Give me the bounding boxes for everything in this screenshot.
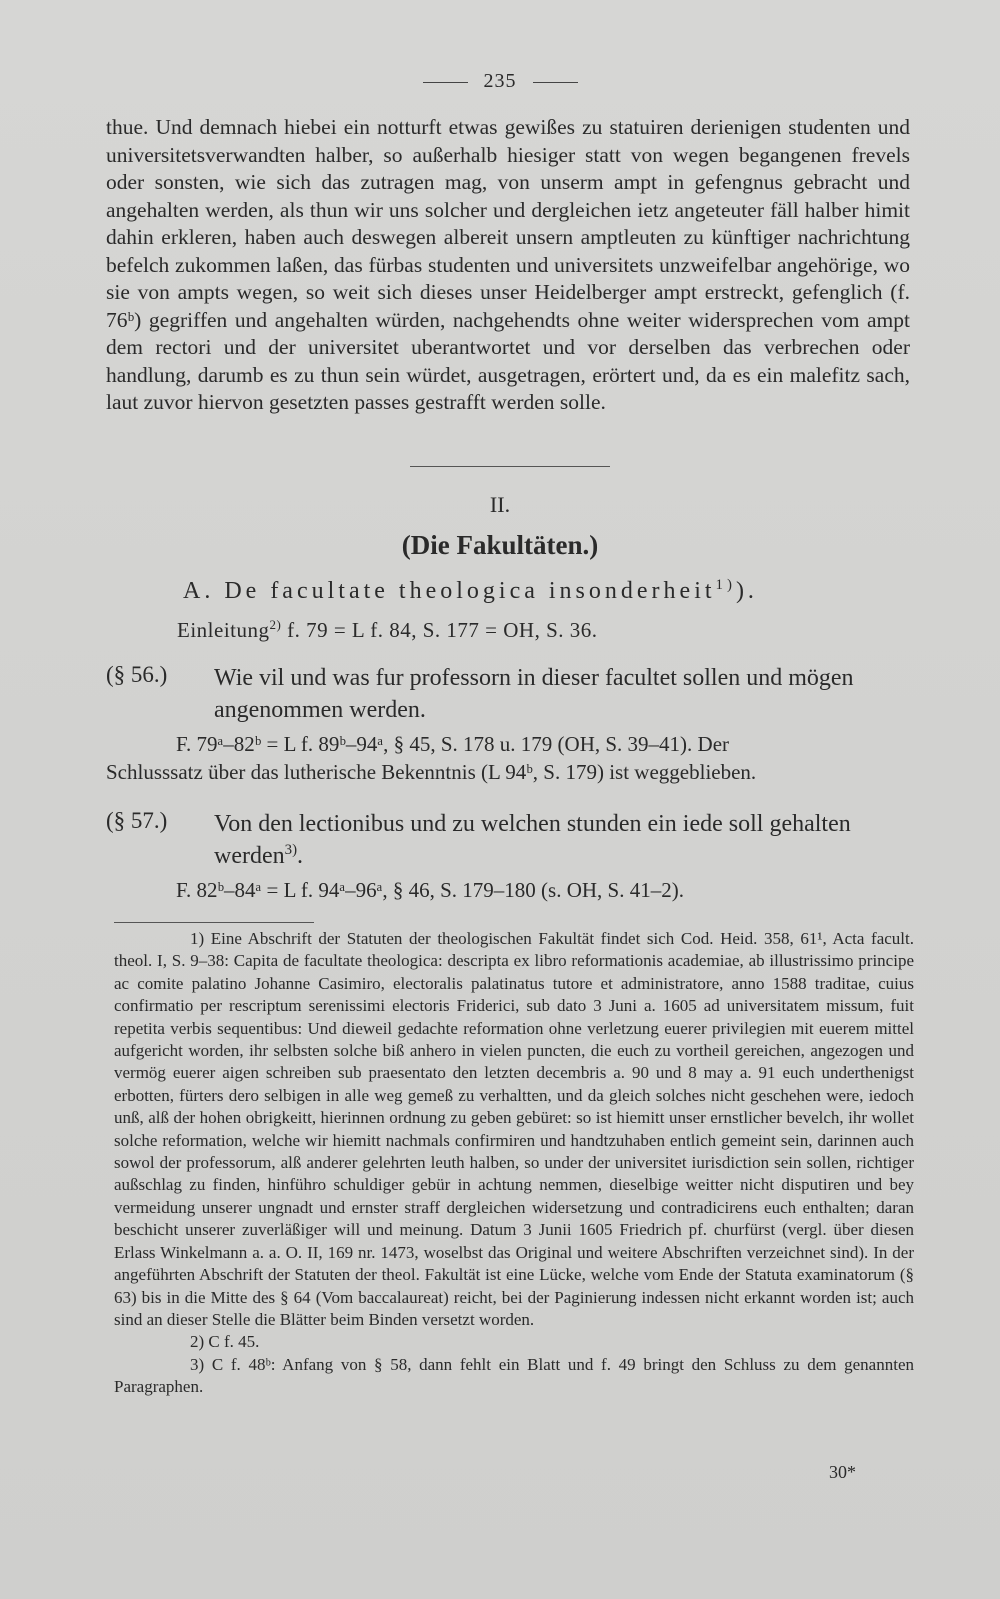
page-number [0,70,1000,93]
footnote-rule [114,922,314,923]
signature-mark: 30* [829,1462,856,1482]
section-number: II. [489,492,511,517]
footnote-2: 2) C f. 45. [190,1332,260,1352]
paragraph-heading: Wie vil und was fur professorn in dieser facultet sollen und mögen angenommen werden. [214,665,854,723]
footnote-1: 1) Eine Abschrift der Statuten der theologischen Fakultät findet sich Cod. Heid. 358, 61¹, Acta facult. theol. I, S. 9–38: Capita de facultate theologica: descripta ex libro reformationis academiae, ab illustrissimo principe ac comite palatino Johanne Casimiro, electoralis palatinatus tutore et administratore, anno 1588 traditae, cuius confirmatio per rescriptum serenissimi electoris Friderici, sub dato 3 Juni a. 1605 ad universitatem missum, fuit repetita verbis sequentibus: Und dieweil gedachte reformation ohne verletzung euerer privilegien mit euerem mittel aufgericht worden, ihr selbsten solche biß anhero in vielen puncten, die euch zu vortheil gereichen, angezogen und vermög euerer aigen schreiben sub praesentato den letzten decembris a. 90 und 8 may a. 91 euch underthenigst erbotten, fürters dero selbigen in alle weg gemeß zu verhaltten, und da gleich solches nicht geschehen were, iedoch unß, alß der hohen obrigkeitt, hierinnen ordnung zu geben gebüret: so ist hiemitt unser ernstlicher bevelch, ihr wollet solche reformation, welche wir hiemitt nachmals confirmiren und handtzuhaben entlich gemeint sein, darinnen auch sowol der professorum, alß anderer gelehrten leuth halben, so under der universitet iurisdiction sein sollen, richtiger außschlag zu finden, hinführo schuldiger gebür in achtung nemmen, dieselbige weitter nicht disputiren und bey vermeidung unserer ungnadt und ernster straff dergleichen widersetzung und contradicirens euch enthalten; daran beschicht unserer zuverläßiger will und meinung. Datum 3 Junii 1605 Friedrich pf. churfürst (vergl. über diesen Erlass Winkelmann a. a. O. II, 169 nr. 1473, woselbst das Original und weitere Abschriften verzeichnet sind). In der angeführten Abschrift der Statuten der theol. Fakultät ist eine Lücke, welche vom Ende der Statuta examinatorum (§ 63) bis in die Mitte des § 64 (Vom baccalaureat) reicht, bei der Paginierung indessen nicht erkannt worden ist; auch sind an dieser Stelle die Blätter beim Binden versetzt worden. [114,929,914,1329]
subtitle-end: ). [735,578,758,604]
intro-line [177,618,598,643]
section-subtitle [183,578,758,605]
subtitle-text: A. De facultate theologica insonderheit [183,578,716,604]
body-text [106,114,910,417]
page-number-text: 235 [483,70,517,92]
footnotes [114,928,914,1399]
reference-line-2: Schlusssatz über das lutherische Bekenntnis (L 94ᵇ, S. 179) ist weggeblieben. [106,760,757,784]
section-title: (Die Fakultäten.) [401,530,599,560]
reference-line-1: F. 79ᵃ–82ᵇ = L f. 89ᵇ–94ᵃ, § 45, S. 178 u. 179 (OH, S. 39–41). Der [176,732,730,756]
intro-reference: f. 79 = L f. 84, S. 177 = OH, S. 36. [281,618,598,642]
section-divider [410,466,610,467]
heading-footnote-mark: 3) [284,842,298,858]
reference-line-1: F. 82ᵇ–84ᵃ = L f. 94ᵃ–96ᵃ, § 46, S. 179–180 (s. OH, S. 41–2). [176,878,684,902]
paragraph-56 [106,662,910,786]
heading-text: Von den lectionibus und zu welchen stunden ein iede soll gehalten werden [214,811,851,869]
paragraph-reference [106,876,910,904]
page-number-left-dash [423,82,468,83]
page-number-right-dash [533,82,578,83]
body-paragraph: thue. Und demnach hiebei ein notturft etwas gewißes zu statuiren derienigen studenten und universitetsverwandten halber, so außerhalb hiesiger statt von wegen begangenen frevels oder sonsten, wie sich das zutragen mag, von unserm ampt in gefengnus gebracht und angehalten werden, als thun wir uns solcher und dergleichen ietz angeteuter fäll halber himit dahin erkleren, haben auch deswegen albereit unsern amptleuten zu künftiger nachrichtung befelch zukommen laßen, das fürbas studenten und universitets unzweifelbar angehörige, wo sie von ampts wegen, so weit sich dieses unser Heidelberger ampt erstreckt, gefenglich (f. 76ᵇ) gegriffen und angehalten würden, nachgehendts ohne weiter widersprechen vom ampt dem rectori und der universitet uberantwortet und vor derselben das verbrechen oder handlung, darumb es zu thun sein würdet, ausgetragen, erörtert und, da es ein malefitz sach, laut zuvor hiervon gesetzten passes gestrafft werden solle. [106,115,910,414]
paragraph-reference [106,730,910,786]
paragraph-heading [214,808,910,872]
intro-label: Einleitung [177,618,270,642]
paragraph-number: (§ 57.) [106,808,168,833]
subtitle-footnote-mark: 1) [715,577,736,593]
heading-end: . [297,843,304,869]
paragraph-number: (§ 56.) [106,662,168,687]
paragraph-57 [106,808,910,904]
footnote-3: 3) C f. 48ᵇ: Anfang von § 58, dann fehlt ein Blatt und f. 49 bringt den Schluss zu dem genannten Paragraphen. [114,1354,914,1397]
intro-footnote-mark: 2) [269,617,282,632]
